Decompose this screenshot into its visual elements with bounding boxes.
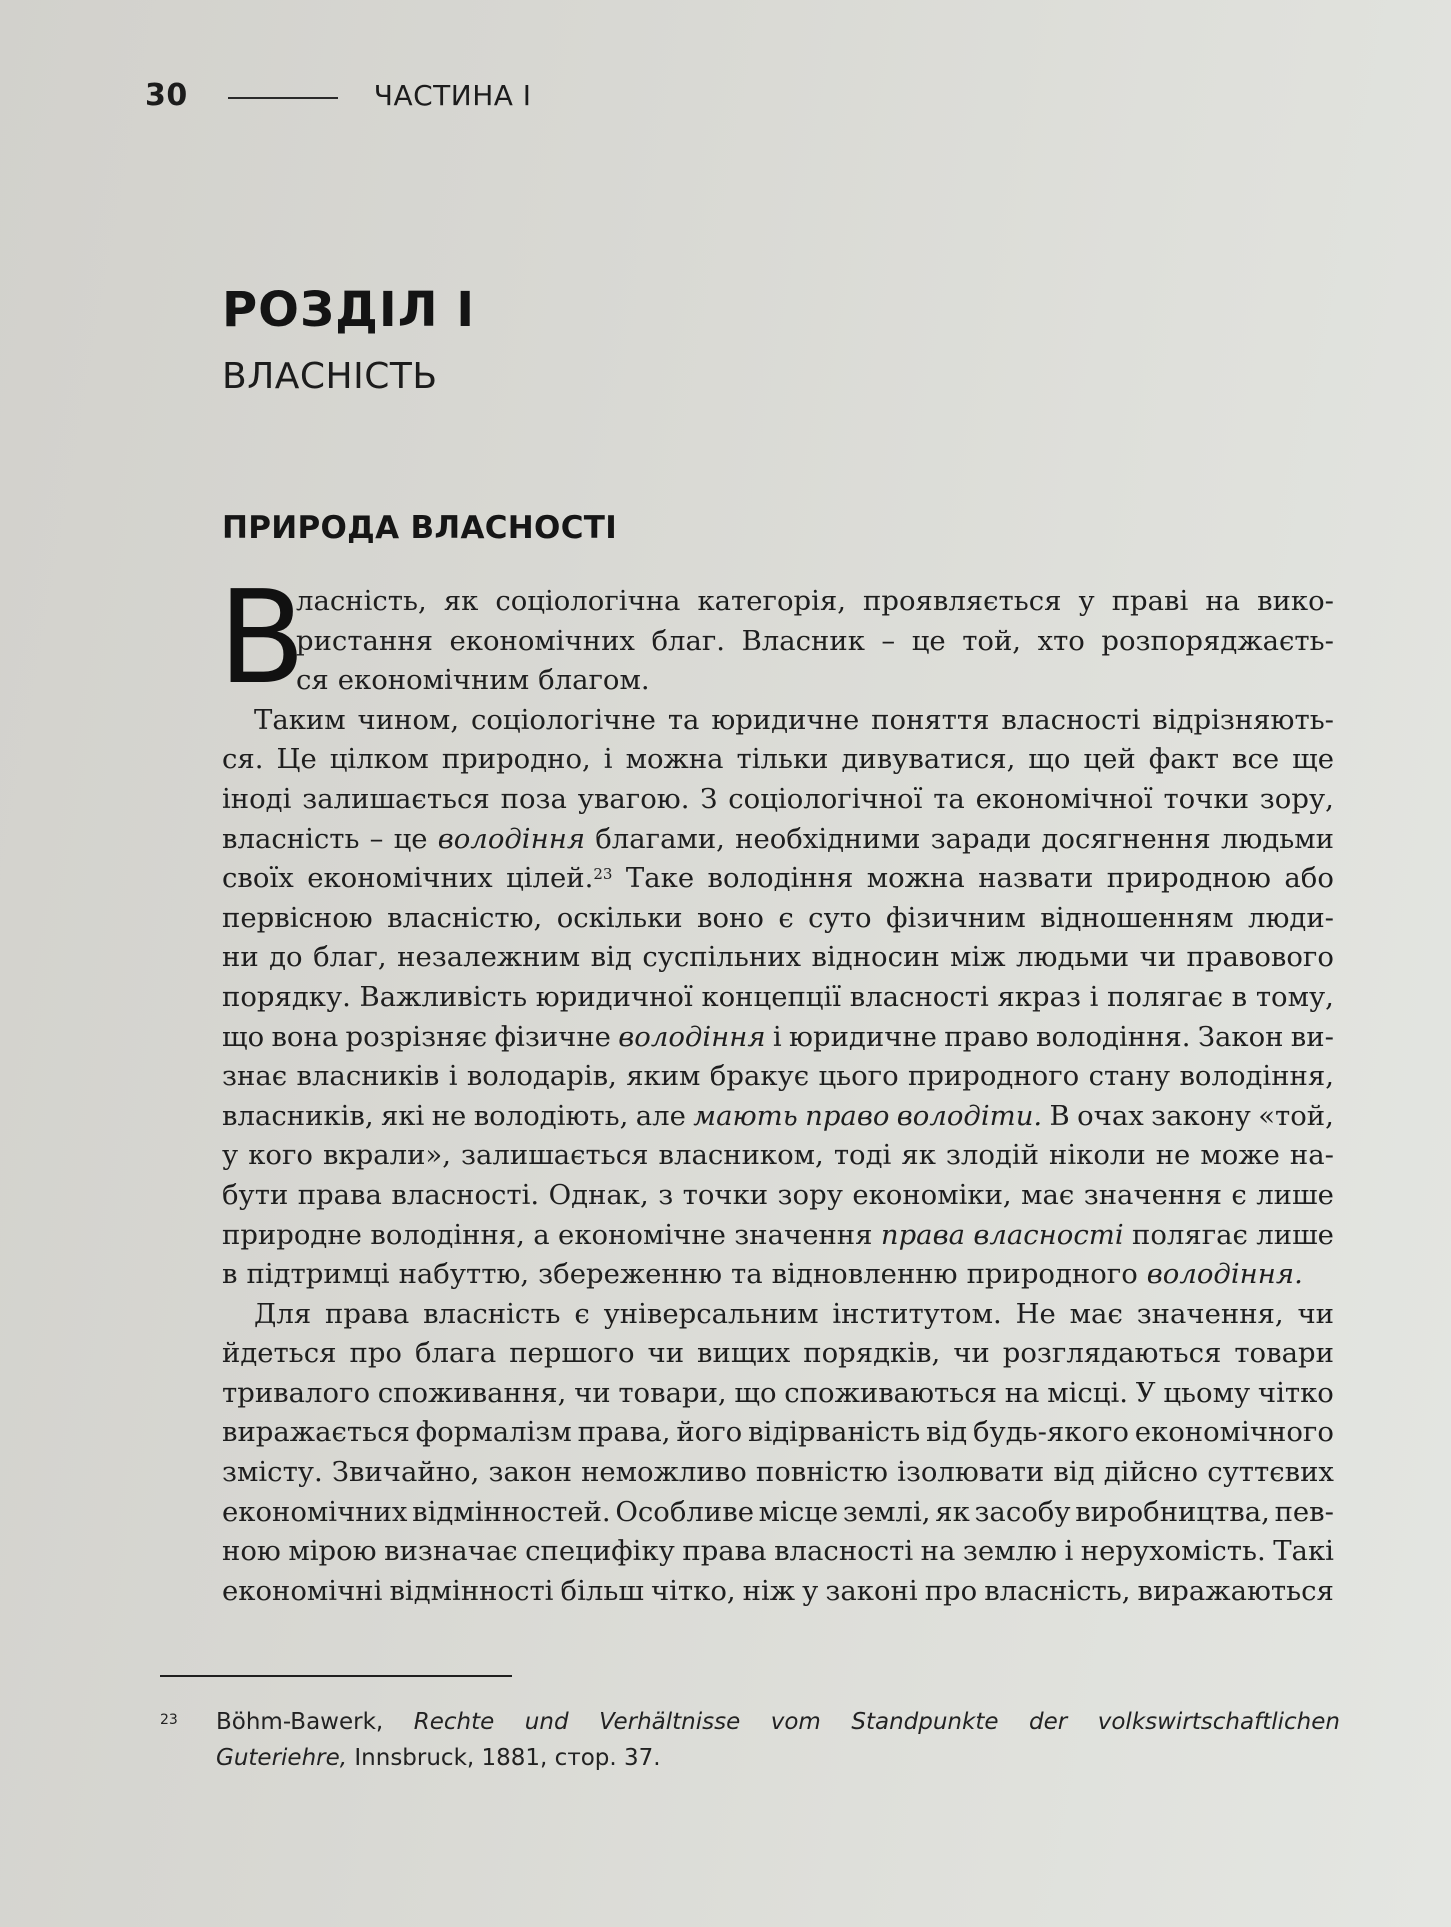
text-line: Для права власність є універсальним інститутом. Не має значення, чи <box>254 1297 1334 1330</box>
text-line: первісною власністю, оскільки воно є суто фізичним відношенням люди- <box>222 901 1334 934</box>
text-line: йдеться про блага першого чи вищих порядків, чи розглядаються товари <box>222 1337 1334 1370</box>
header-rule <box>228 97 338 99</box>
footnote-text <box>216 1704 1340 1776</box>
footnote-line-1: Böhm-Bawerk, Rechte und Verhältnisse vom Standpunkte der volkswirtschaftlichen <box>216 1704 1340 1740</box>
text-line: тривалого споживання, чи товари, що споживаються на місці. У цьому чітко <box>222 1376 1334 1409</box>
text-line: у кого вкрали», залишається власником, тоді як злодій ніколи не може на- <box>222 1139 1334 1172</box>
text-line: ни до благ, незалежним від суспільних відносин між людьми чи правового <box>222 941 1334 974</box>
text-line: порядку. Важливість юридичної концепції власності якраз і полягає в тому, <box>222 980 1334 1013</box>
first-paragraph <box>218 564 1334 713</box>
footnote-reference[interactable]: 23 <box>593 865 613 884</box>
footnote-separator <box>160 1675 512 1677</box>
text-line: що вона розрізняє фізичне володіння і юридичне право володіння. Закон ви- <box>222 1020 1334 1053</box>
section-title: ПРИРОДА ВЛАСНОСТІ <box>222 510 618 546</box>
text-line: в підтримці набуттю, збереженню та відновленню природного володіння. <box>222 1258 1303 1291</box>
text-line: ною мірою визначає специфіку права власності на землю і нерухомість. Такі <box>222 1535 1334 1568</box>
text-line: економічні відмінності більш чітко, ніж у законі про власність, виражаються <box>222 1574 1334 1607</box>
chapter-label: РОЗДІЛ І <box>222 282 476 338</box>
text-line: бути права власності. Однак, з точки зору економіки, має значення є лише <box>222 1178 1334 1211</box>
text-line: ся. Це цілком природно, і можна тільки дивуватися, що цей факт все ще <box>222 743 1334 776</box>
text-line: виражається формалізм права, його відірваність від будь-якого економічного <box>222 1416 1334 1449</box>
text-line: власників, які не володіють, але мають право володіти. В очах закону «той, <box>222 1099 1334 1132</box>
footnote-publication: Innsbruck, 1881, стор. 37. <box>354 1745 661 1771</box>
text-line: знає власників і володарів, яким бракує цього природного стану володіння, <box>222 1060 1334 1093</box>
footnote-author: Böhm-Bawerk, <box>216 1709 384 1735</box>
footnote-number: 23 <box>160 1712 178 1728</box>
text-line: Таким чином, соціологічне та юридичне поняття власності відрізняють- <box>254 703 1334 736</box>
text-line: змісту. Звичайно, закон неможливо повністю ізолювати від дійсно суттєвих <box>222 1456 1334 1489</box>
text-line: власність – це володіння благами, необхідними заради досягнення людьми <box>222 822 1334 855</box>
text-line: економічних відмінностей. Особливе місце землі, як засобу виробництва, пев- <box>222 1495 1334 1528</box>
page-number: 30 <box>145 78 188 113</box>
part-label: ЧАСТИНА І <box>373 79 532 112</box>
footnote <box>160 1704 1340 1776</box>
text-line: іноді залишається поза увагою. З соціологічної та економічної точки зору, <box>222 782 1334 815</box>
drop-cap: В <box>218 564 306 713</box>
text-line: ристання економічних благ. Власник – це той, хто розпоряджаєть- <box>296 624 1334 657</box>
chapter-title: ВЛАСНІСТЬ <box>222 356 438 397</box>
text-line: ся економічним благом. <box>296 664 650 697</box>
running-header <box>145 78 532 113</box>
text-line: своїх економічних цілей.$^{23}$ Таке володіння можна назвати природною або <box>222 862 1334 895</box>
footnote-title-end: Guteriehre, <box>216 1745 348 1771</box>
text-line: природне володіння, а економічне значення права власності полягає лише <box>222 1218 1334 1251</box>
body-text <box>218 564 1334 1611</box>
text-line: ласність, як соціологічна категорія, проявляється у праві на вико- <box>296 585 1334 617</box>
footnote-line-2 <box>216 1740 1340 1776</box>
